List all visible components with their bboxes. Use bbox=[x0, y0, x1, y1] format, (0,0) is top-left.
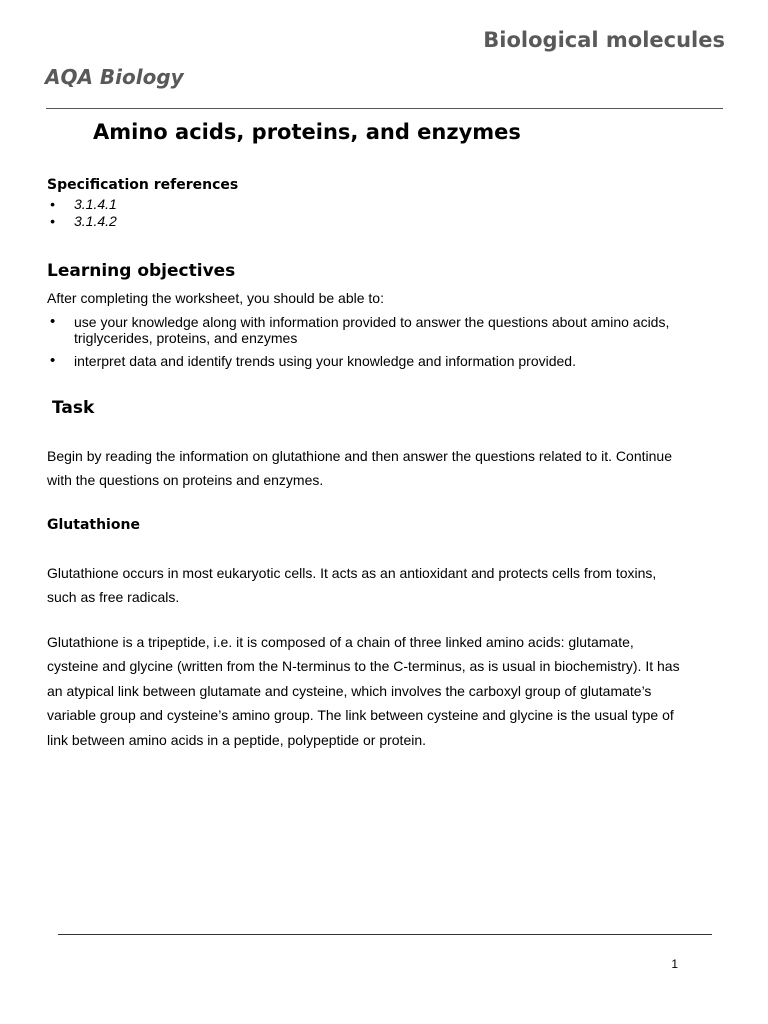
footer-divider bbox=[58, 934, 712, 935]
spec-references-list bbox=[50, 196, 117, 230]
page-title: Amino acids, proteins, and enzymes bbox=[93, 120, 521, 144]
learning-objective-item: • use your knowledge along with information provided to answer the questions about amino acids, triglycerides, proteins, and enzymes bbox=[50, 314, 690, 346]
learning-objectives-intro: After completing the worksheet, you should be able to: bbox=[47, 290, 384, 306]
spec-reference-item: • 3.1.4.2 bbox=[50, 213, 117, 230]
glutathione-paragraph-1: Glutathione occurs in most eukaryotic cells. It acts as an antioxidant and protects cells from toxins, such as free radicals. bbox=[47, 565, 657, 606]
spec-reference-item: • 3.1.4.1 bbox=[50, 196, 117, 213]
page-number: 1 bbox=[671, 957, 678, 971]
task-instructions: Begin by reading the information on glutathione and then answer the questions related to it. Continue with the questions on proteins and enzymes. bbox=[47, 448, 672, 489]
header-title: Biological molecules bbox=[483, 28, 725, 52]
glutathione-paragraph-2: Glutathione is a tripeptide, i.e. it is composed of a chain of three linked amino acids: glutamate, cysteine and glycine (written from the N-terminus to the C-terminus, as is usual in biochemistry). It has an atypical link between glutamate and cysteine, which involves the carboxyl group of glutamate’s variable group and cysteine’s amino group. The link between cysteine and glycine is the usual type of link between amino acids in a peptide, polypeptide or protein. bbox=[47, 634, 680, 748]
learning-objective-item: • interpret data and identify trends using your knowledge and information provided. bbox=[50, 353, 690, 369]
spec-references-heading: Specification references bbox=[47, 177, 239, 193]
glutathione-heading: Glutathione bbox=[47, 517, 140, 533]
learning-objectives-list bbox=[50, 314, 690, 376]
header-divider bbox=[46, 108, 723, 109]
task-heading: Task bbox=[52, 398, 95, 418]
header-brand: AQA Biology bbox=[45, 65, 184, 89]
learning-objectives-heading: Learning objectives bbox=[47, 261, 236, 281]
